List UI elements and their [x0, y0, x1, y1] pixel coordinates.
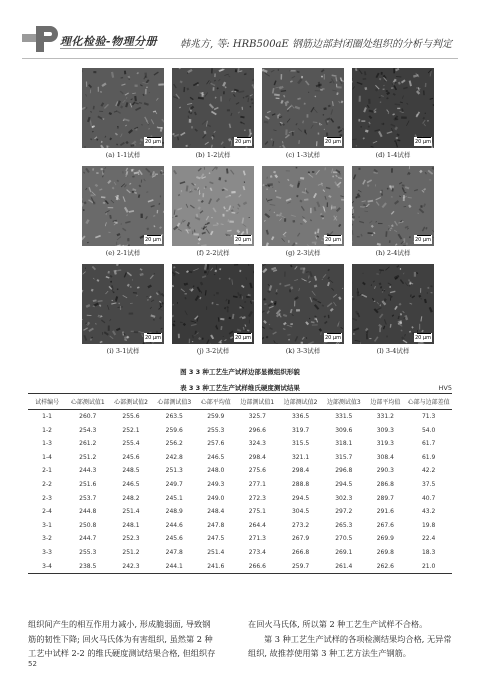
body-text-left: [28, 617, 228, 661]
table-cell: 256.2: [165, 440, 183, 448]
table-cell: 273.2: [291, 521, 310, 529]
table-cell: 315.5: [291, 440, 310, 448]
table-cell: 271.3: [248, 535, 266, 543]
column-header: 边部测试值1: [236, 394, 279, 410]
table-cell: 244.1: [153, 560, 196, 574]
section-name: 理化检验-物理分册: [60, 35, 158, 48]
scale-bar: 20 μm: [144, 139, 161, 145]
table-cell: 2-3: [42, 494, 52, 502]
table-cell: 275.6: [248, 467, 266, 475]
micrograph-image: [352, 166, 434, 246]
table-cell: 244.7: [79, 535, 97, 543]
table-cell: 270.5: [335, 535, 353, 543]
section-underline: [60, 48, 144, 49]
table-cell: 245.6: [122, 453, 140, 461]
table-cell: 272.3: [248, 494, 266, 502]
table-cell: 297.2: [335, 508, 353, 516]
table-cell: 252.3: [122, 535, 140, 543]
table-cell: 336.5: [291, 413, 310, 420]
table-cell: 247.8: [165, 548, 183, 556]
table-cell: 277.1: [248, 480, 266, 488]
table-cell: 244.8: [79, 508, 97, 516]
column-header: 边部测试值2: [279, 394, 322, 410]
table-cell: 248.5: [122, 467, 140, 475]
column-header: 边部平均值: [365, 394, 405, 410]
table-cell: 319.7: [291, 426, 310, 434]
table-row: [28, 451, 452, 465]
column-header: 心部与边部差值: [405, 394, 452, 410]
table-cell: 22.4: [421, 535, 436, 543]
table-cell: 259.7: [279, 560, 322, 574]
micrograph-panel: [262, 68, 344, 159]
table-body: [28, 410, 452, 574]
scale-bar: 20 μm: [234, 237, 251, 243]
scale-bar: 20 μm: [414, 237, 431, 243]
column-header: 心部平均值: [196, 394, 236, 410]
table-cell: 247.8: [207, 521, 225, 529]
panel-caption: (a) 1-1试样: [105, 151, 141, 159]
table-cell: 249.3: [207, 480, 225, 488]
table-cell: 302.3: [335, 494, 353, 502]
table-row: [28, 464, 452, 478]
table-cell: 294.5: [291, 494, 310, 502]
table-cell: 246.5: [122, 480, 140, 488]
column-header: 边部测试值3: [322, 394, 365, 410]
table-cell: 248.4: [207, 508, 225, 516]
table-cell: 255.3: [207, 426, 225, 434]
table-cell: 1-4: [42, 453, 52, 461]
table-unit: HV5: [438, 384, 452, 392]
table-header-row: [28, 394, 452, 410]
table-cell: 251.2: [79, 453, 97, 461]
text-line: 组织间产生的相互作用力减小, 形成脆弱面, 导致钢: [28, 619, 211, 629]
table-cell: 261.4: [322, 560, 365, 574]
scale-bar: 20 μm: [144, 335, 161, 341]
panel-caption: (d) 1-4试样: [375, 151, 411, 159]
table-cell: 19.8: [421, 521, 436, 529]
table-cell: 248.0: [207, 467, 225, 475]
table-cell: 288.8: [291, 480, 310, 488]
hardness-table: [28, 393, 452, 574]
table-cell: 2-2: [42, 480, 52, 488]
table-cell: 260.7: [79, 413, 97, 420]
table-cell: 296.6: [248, 426, 266, 434]
micrograph-image: [262, 264, 344, 344]
panel-caption: (g) 2-3试样: [285, 249, 321, 257]
table-cell: 304.5: [291, 508, 310, 516]
table-row: [28, 505, 452, 519]
table-row: [28, 424, 452, 438]
table-cell: 259.9: [207, 413, 225, 420]
table-cell: 289.7: [376, 494, 394, 502]
table-cell: 309.6: [335, 426, 353, 434]
table-cell: 71.3: [421, 413, 436, 420]
micrograph-panel: [352, 68, 434, 159]
micrograph-panel: [172, 166, 254, 257]
table-cell: 262.6: [365, 560, 405, 574]
table-cell: 273.4: [248, 548, 266, 556]
micrograph-image: [172, 68, 254, 148]
table-cell: 331.5: [335, 413, 353, 420]
table-cell: 264.4: [248, 521, 266, 529]
table-row: [28, 492, 452, 506]
panel-caption: (h) 2-4试样: [375, 249, 411, 257]
table-cell: 298.4: [291, 467, 310, 475]
table-cell: 263.5: [165, 413, 183, 420]
table-cell: 267.6: [376, 521, 394, 529]
table-cell: 290.3: [376, 467, 394, 475]
panel-caption: (i) 3-1试样: [106, 347, 140, 355]
page-header: [0, 0, 480, 62]
micrograph-panel: [82, 68, 164, 159]
table-cell: 241.6: [196, 560, 236, 574]
text-line: 工艺中试样 2-2 的维氏硬度测试结果合格, 但组织存: [28, 648, 216, 658]
table-cell: 1-2: [42, 426, 52, 434]
table-cell: 248.9: [165, 508, 183, 516]
table-cell: 54.0: [421, 426, 436, 434]
running-title: 韩兆方, 等: HRB500aE 钢筋边部封闭圈处组织的分析与判定: [179, 39, 452, 50]
panel-caption: (b) 1-2试样: [195, 151, 231, 159]
table-cell: 238.5: [66, 560, 109, 574]
scale-bar: 20 μm: [324, 139, 341, 145]
table-cell: 309.3: [376, 426, 394, 434]
scale-bar: 20 μm: [414, 335, 431, 341]
header-rule: [22, 58, 458, 59]
table-cell: 291.6: [376, 508, 394, 516]
micrograph-panel: [82, 166, 164, 257]
table-cell: 265.3: [335, 521, 353, 529]
table-cell: 42.2: [421, 467, 436, 475]
table-cell: 246.5: [207, 453, 225, 461]
table-row: [28, 478, 452, 492]
table-row: [28, 437, 452, 451]
scale-bar: 20 μm: [324, 237, 341, 243]
micrograph-image: [352, 68, 434, 148]
table-cell: 18.3: [421, 548, 436, 556]
table-cell: 43.2: [421, 508, 436, 516]
table-caption: 表 3 3 种工艺生产试样维氏硬度测试结果: [180, 384, 300, 392]
micrograph-panel: [262, 264, 344, 355]
micrograph-panel: [352, 166, 434, 257]
table-cell: 321.1: [291, 453, 310, 461]
table-cell: 255.3: [79, 548, 97, 556]
table-cell: 275.1: [248, 508, 266, 516]
table-cell: 318.1: [335, 440, 353, 448]
table-cell: 269.8: [376, 548, 394, 556]
micrograph-panel: [352, 264, 434, 355]
text-line: 筋的韧性下降; 回火马氏体为有害组织, 虽然第 2 种: [28, 633, 213, 644]
column-header: 心部测试值1: [66, 394, 109, 410]
table-cell: 255.6: [122, 413, 140, 420]
journal-logo-icon: [22, 26, 58, 52]
table-cell: 261.2: [79, 440, 97, 448]
table-cell: 247.5: [207, 535, 225, 543]
body-text-right: [248, 617, 453, 661]
table-cell: 244.3: [79, 467, 97, 475]
table-cell: 245.6: [165, 535, 183, 543]
table-cell: 2-1: [42, 467, 52, 475]
table-cell: 255.4: [122, 440, 140, 448]
table-cell: 3-3: [42, 548, 52, 556]
micrograph-panel: [82, 264, 164, 355]
micrograph-image: [82, 264, 164, 344]
table-cell: 245.1: [165, 494, 183, 502]
micrograph-image: [352, 264, 434, 344]
figure-caption: 图 3 3 种工艺生产试样边部显微组织形貌: [180, 368, 300, 376]
table-cell: 3-4: [28, 560, 66, 574]
table-cell: 61.9: [421, 453, 436, 461]
table-cell: 242.3: [109, 560, 152, 574]
table-cell: 249.0: [207, 494, 225, 502]
table-cell: 266.6: [236, 560, 279, 574]
panel-caption: (l) 3-4试样: [376, 347, 410, 355]
table-row: [28, 519, 452, 533]
table-cell: 248.1: [122, 521, 140, 529]
micrograph-image: [262, 166, 344, 246]
scale-bar: 20 μm: [324, 335, 341, 341]
scale-bar: 20 μm: [144, 237, 161, 243]
column-header: 心部测试值2: [109, 394, 152, 410]
table-cell: 296.8: [335, 467, 353, 475]
table-cell: 269.9: [376, 535, 394, 543]
table-cell: 252.1: [122, 426, 140, 434]
text-line: 在回火马氏体, 所以第 2 种工艺生产试样不合格。: [248, 619, 428, 629]
table-cell: 251.2: [122, 548, 140, 556]
table-cell: 37.5: [421, 480, 436, 488]
conclusion-paragraph: 第 3 种工艺生产试样的各项检测结果均合格, 无异常组织, 故推荐使用第 3 种工艺方法生产钢筋。: [248, 633, 452, 658]
table-cell: 298.4: [248, 453, 266, 461]
panel-caption: (j) 3-2试样: [196, 347, 230, 355]
table-cell: 319.3: [376, 440, 394, 448]
micrograph-panel: [172, 68, 254, 159]
micrograph-image: [172, 166, 254, 246]
table-row: [28, 410, 452, 424]
table-cell: 1-1: [42, 413, 52, 420]
table-cell: 2-4: [42, 508, 52, 516]
table-cell: 61.7: [421, 440, 436, 448]
table-cell: 254.3: [79, 426, 97, 434]
table-cell: 294.5: [335, 480, 353, 488]
panel-caption: (e) 2-1试样: [105, 249, 141, 257]
table-cell: 267.9: [291, 535, 310, 543]
column-header: 心部测试值3: [153, 394, 196, 410]
panel-caption: (c) 1-3试样: [285, 151, 321, 159]
micrograph-panel: [172, 264, 254, 355]
table-cell: 308.4: [376, 453, 394, 461]
micrograph-image: [82, 68, 164, 148]
table-row: [28, 560, 452, 574]
table-cell: 244.6: [165, 521, 183, 529]
table-cell: 257.6: [207, 440, 225, 448]
micrograph-image: [262, 68, 344, 148]
table-cell: 1-3: [42, 440, 52, 448]
scale-bar: 20 μm: [234, 139, 251, 145]
table-cell: 259.6: [165, 426, 183, 434]
table-cell: 269.1: [335, 548, 353, 556]
table-cell: 253.7: [79, 494, 97, 502]
column-header: 试样编号: [28, 394, 66, 410]
panel-caption: (k) 3-3试样: [285, 347, 321, 355]
scale-bar: 20 μm: [414, 139, 431, 145]
table-cell: 324.3: [248, 440, 266, 448]
panel-caption: (f) 2-2试样: [196, 249, 230, 257]
table-cell: 21.0: [405, 560, 452, 574]
table-cell: 315.7: [335, 453, 353, 461]
table-cell: 286.8: [376, 480, 394, 488]
table-cell: 3-1: [42, 521, 52, 529]
table-cell: 251.4: [207, 548, 225, 556]
table-cell: 249.7: [165, 480, 183, 488]
micrograph-image: [172, 264, 254, 344]
table-cell: 251.4: [122, 508, 140, 516]
table-cell: 251.6: [79, 480, 97, 488]
table-cell: 3-2: [42, 535, 52, 543]
table-cell: 325.7: [248, 413, 266, 420]
table-cell: 242.8: [165, 453, 183, 461]
table-cell: 40.7: [421, 494, 436, 502]
table-cell: 331.2: [376, 413, 394, 420]
table-row: [28, 532, 452, 546]
table-row: [28, 546, 452, 560]
micrograph-image: [82, 166, 164, 246]
table-cell: 266.8: [291, 548, 310, 556]
scale-bar: 20 μm: [234, 335, 251, 341]
table-cell: 250.8: [79, 521, 97, 529]
table-cell: 248.2: [122, 494, 140, 502]
micrograph-panel: [262, 166, 344, 257]
page-number: 52: [28, 660, 37, 668]
table-cell: 251.3: [165, 467, 183, 475]
